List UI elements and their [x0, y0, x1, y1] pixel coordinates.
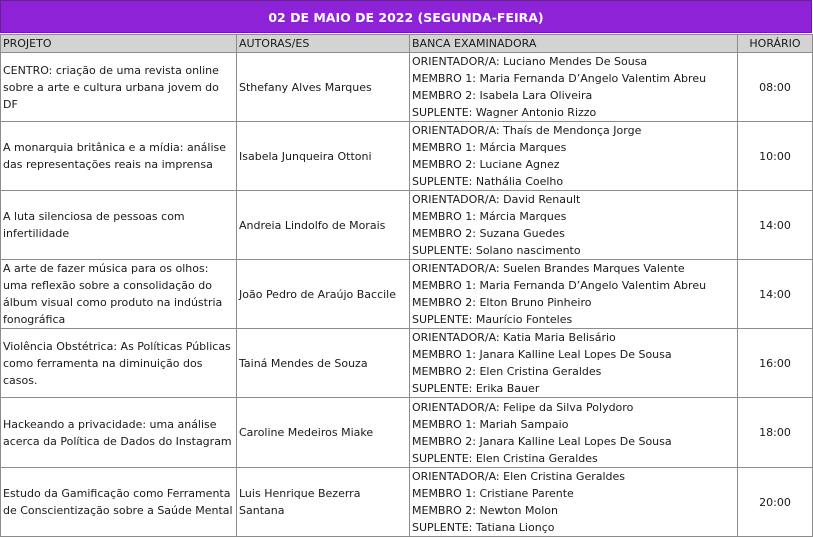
committee-substitute: SUPLENTE: Nathália Coelho: [412, 175, 564, 188]
committee-member-1: MEMBRO 1: Márcia Marques: [412, 141, 567, 154]
committee-advisor: ORIENTADOR/A: Felipe da Silva Polydoro: [412, 400, 634, 414]
committee-member-2: MEMBRO 2: Janara Kalline Leal Lopes De Sousa: [412, 434, 672, 448]
committee-substitute: SUPLENTE: Maurício Fonteles: [412, 313, 573, 326]
time-cell: 20:00: [738, 468, 813, 537]
committee-member-1: MEMBRO 1: Janara Kalline Leal Lopes De Sousa: [412, 348, 672, 361]
author-cell: Isabela Junqueira Ottoni: [237, 122, 410, 191]
table-row: [1, 260, 813, 329]
committee-advisor: ORIENTADOR/A: David Renault: [412, 193, 581, 206]
page-title: 02 DE MAIO DE 2022 (SEGUNDA-FEIRA): [0, 0, 812, 33]
author-cell: Caroline Medeiros Miake: [237, 398, 410, 468]
table-row: [1, 53, 813, 122]
time-cell: 18:00: [738, 398, 813, 468]
committee-cell: [410, 260, 738, 329]
committee-advisor: ORIENTADOR/A: Suelen Brandes Marques Valente: [412, 262, 685, 275]
committee-substitute: SUPLENTE: Erika Bauer: [412, 382, 540, 395]
committee-advisor: ORIENTADOR/A: Luciano Mendes De Sousa: [412, 55, 648, 68]
committee-member-2: MEMBRO 2: Luciane Agnez: [412, 158, 560, 171]
column-header-banca: BANCA EXAMINADORA: [410, 35, 738, 53]
committee-substitute: SUPLENTE: Tatiana Lionço: [412, 521, 555, 534]
column-header-horario: HORÁRIO: [738, 35, 813, 53]
committee-cell: [410, 329, 738, 398]
table-row: [1, 398, 813, 468]
project-title-cell: Violência Obstétrica: As Políticas Públicas como ferramenta na diminuição dos casos.: [1, 329, 237, 398]
committee-member-2: MEMBRO 2: Isabela Lara Oliveira: [412, 89, 593, 102]
committee-member-2: MEMBRO 2: Suzana Guedes: [412, 227, 565, 240]
committee-substitute: SUPLENTE: Elen Cristina Geraldes: [412, 451, 598, 465]
committee-member-2: MEMBRO 2: Elen Cristina Geraldes: [412, 365, 602, 378]
table-row: [1, 468, 813, 537]
committee-cell: [410, 122, 738, 191]
committee-advisor: ORIENTADOR/A: Thaís de Mendonça Jorge: [412, 124, 642, 137]
committee-cell: [410, 191, 738, 260]
table-row: [1, 122, 813, 191]
committee-substitute: SUPLENTE: Wagner Antonio Rizzo: [412, 106, 597, 119]
time-cell: 14:00: [738, 191, 813, 260]
defense-schedule-table: [0, 34, 813, 537]
committee-member-1: MEMBRO 1: Márcia Marques: [412, 210, 567, 223]
committee-member-1: MEMBRO 1: Cristiane Parente: [412, 487, 574, 500]
committee-advisor: ORIENTADOR/A: Elen Cristina Geraldes: [412, 470, 626, 483]
committee-member-1: MEMBRO 1: Maria Fernanda D’Angelo Valentim Abreu: [412, 279, 707, 292]
time-cell: 16:00: [738, 329, 813, 398]
project-title-cell: CENTRO: criação de uma revista online sobre a arte e cultura urbana jovem do DF: [1, 53, 237, 122]
committee-member-2: MEMBRO 2: Elton Bruno Pinheiro: [412, 296, 592, 309]
project-title-cell: Hackeando a privacidade: uma análise acerca da Política de Dados do Instagram: [1, 398, 237, 468]
author-cell: Luis Henrique Bezerra Santana: [237, 468, 410, 537]
committee-member-1: MEMBRO 1: Maria Fernanda D’Angelo Valentim Abreu: [412, 72, 707, 85]
time-cell: 14:00: [738, 260, 813, 329]
author-cell: Andreia Lindolfo de Morais: [237, 191, 410, 260]
committee-member-1: MEMBRO 1: Mariah Sampaio: [412, 417, 569, 431]
table-row: [1, 191, 813, 260]
column-header-projeto: PROJETO: [1, 35, 237, 53]
author-cell: Tainá Mendes de Souza: [237, 329, 410, 398]
column-header-autoras: AUTORAS/ES: [237, 35, 410, 53]
committee-cell: [410, 468, 738, 537]
table-header-row: [1, 35, 813, 53]
committee-cell: [410, 398, 738, 468]
committee-member-2: MEMBRO 2: Newton Molon: [412, 504, 558, 517]
project-title-cell: A arte de fazer música para os olhos: uma reflexão sobre a consolidação do álbum visual como produto na indústria fonográfica: [1, 260, 237, 329]
table-row: [1, 329, 813, 398]
committee-cell: [410, 53, 738, 122]
author-cell: Sthefany Alves Marques: [237, 53, 410, 122]
time-cell: 08:00: [738, 53, 813, 122]
project-title-cell: Estudo da Gamificação como Ferramenta de Conscientização sobre a Saúde Mental: [1, 468, 237, 537]
committee-advisor: ORIENTADOR/A: Katia Maria Belisário: [412, 331, 616, 344]
project-title-cell: A luta silenciosa de pessoas com infertilidade: [1, 191, 237, 260]
project-title-cell: A monarquia britânica e a mídia: análise das representações reais na imprensa: [1, 122, 237, 191]
committee-substitute: SUPLENTE: Solano nascimento: [412, 244, 581, 257]
time-cell: 10:00: [738, 122, 813, 191]
author-cell: João Pedro de Araújo Baccile: [237, 260, 410, 329]
